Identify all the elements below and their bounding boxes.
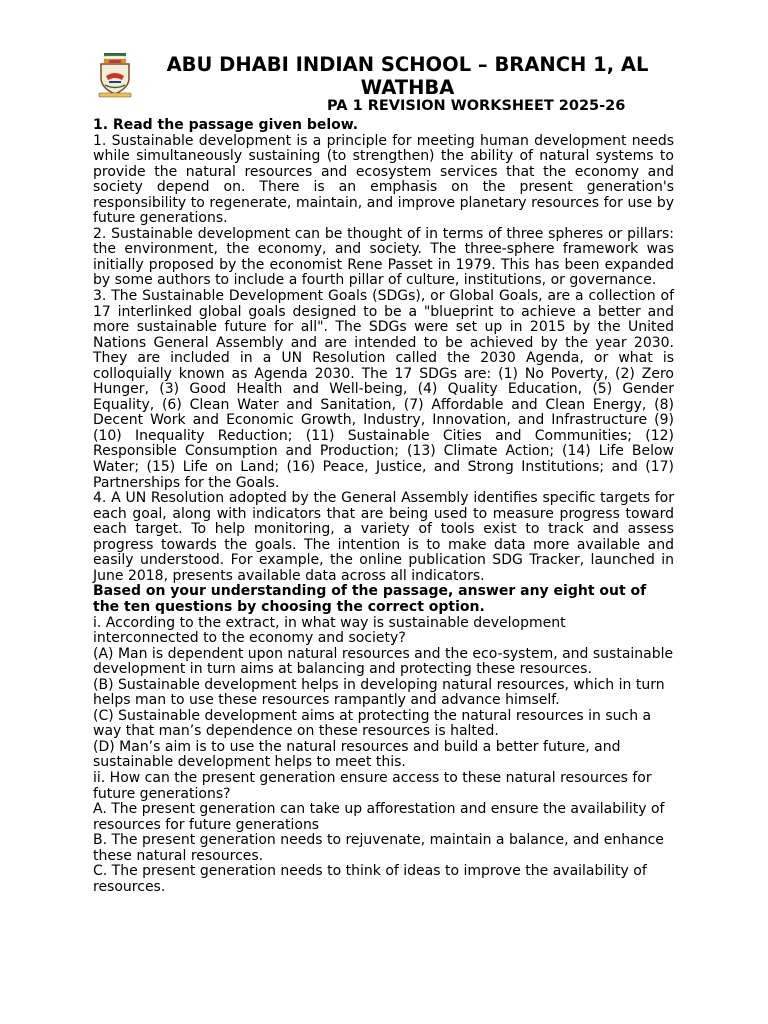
questions-instruction: Based on your understanding of the passage, answer any eight out of the ten questions by choosing the correct option. (93, 583, 647, 615)
question-2-option-b: B. The present generation needs to rejuvenate, maintain a balance, and enhance these natural resources. (93, 832, 664, 864)
school-crest-icon (95, 52, 135, 98)
worksheet-header (93, 50, 674, 118)
passage-paragraph-3: 3. The Sustainable Development Goals (SDGs), or Global Goals, are a collection of 17 interlinked global goals designed to be a "blueprint to achieve a better and more sustainable future for all". The SDGs were set up in 2015 by the United Nations General Assembly and are intended to be achieved by the year 2030. They are included in a UN Resolution called the 2030 Agenda, or what is colloquially known as Agenda 2030. The 17 SDGs are: (1) No Poverty, (2) Zero Hunger, (3) Good Health and Well-being, (4) Quality Education, (5) Gender Equality, (6) Clean Water and Sanitation, (7) Affordable and Clean Energy, (8) Decent Work and Economic Growth, Industry, Innovation, and Infrastructure (9) (10) Inequality Reduction; (11) Sustainable Cities and Communities; (12) Responsible Consumption and Production; (13) Climate Action; (14) Life Below Water; (15) Life on Land; (16) Peace, Justice, and Strong Institutions; and (17) Partnerships for the Goals. (93, 288, 674, 491)
question-1-option-d: (D) Man’s aim is to use the natural resources and build a better future, and sustainable development helps to meet this. (93, 738, 621, 771)
question-1-option-c: (C) Sustainable development aims at protecting the natural resources in such a way that man’s dependence on these resources is halted. (93, 707, 652, 740)
worksheet-body (93, 118, 674, 895)
question-2-option-a: A. The present generation can take up afforestation and ensure the availability of resources for future generations (93, 801, 665, 833)
passage-paragraph-1: 1. Sustainable development is a principle for meeting human development needs while simultaneously sustaining (to strengthen) the ability of natural systems to provide the natural resources and ecosystem services that the economy and society depend on. There is an emphasis on the present generation's responsibility to regenerate, maintain, and improve planetary resources for use by future generations. (93, 132, 674, 227)
worksheet-title: PA 1 REVISION WORKSHEET 2025-26 (327, 98, 626, 114)
passage-paragraph-2: 2. Sustainable development can be thought of in terms of three spheres or pillars: the environment, the economy, and society. The three-sphere framework was initially proposed by the economist Rene Passet in 1979. This has been expanded by some authors to include a fourth pillar of culture, institutions, or governance. (93, 225, 674, 289)
passage-paragraph-4: 4. A UN Resolution adopted by the General Assembly identifies specific targets for each goal, along with indicators that are being used to measure progress toward each target. To help monitoring, a variety of tools exist to track and assess progress towards the goals. The intention is to make data more available and easily understood. For example, the online publication SDG Tracker, launched in June 2018, presents available data across all indicators. (93, 490, 674, 584)
question-2-option-c: C. The present generation needs to think of ideas to improve the availability of resources. (93, 863, 647, 895)
question-1-option-b: (B) Sustainable development helps in developing natural resources, which in turn helps man to use these resources rampantly and advance himself. (93, 676, 665, 709)
passage-instruction: 1. Read the passage given below. (93, 117, 359, 133)
worksheet-page (93, 50, 674, 895)
question-2-stem: ii. How can the present generation ensure access to these natural resources for future generations? (93, 769, 652, 802)
question-1-option-a: (A) Man is dependent upon natural resources and the eco-system, and sustainable development in turn aims at balancing and protecting these resources. (93, 645, 674, 678)
school-name: ABU DHABI INDIAN SCHOOL – BRANCH 1, AL WATHBA (166, 53, 649, 99)
question-1-stem: i. According to the extract, in what way is sustainable development interconnected to the economy and society? (93, 614, 566, 647)
